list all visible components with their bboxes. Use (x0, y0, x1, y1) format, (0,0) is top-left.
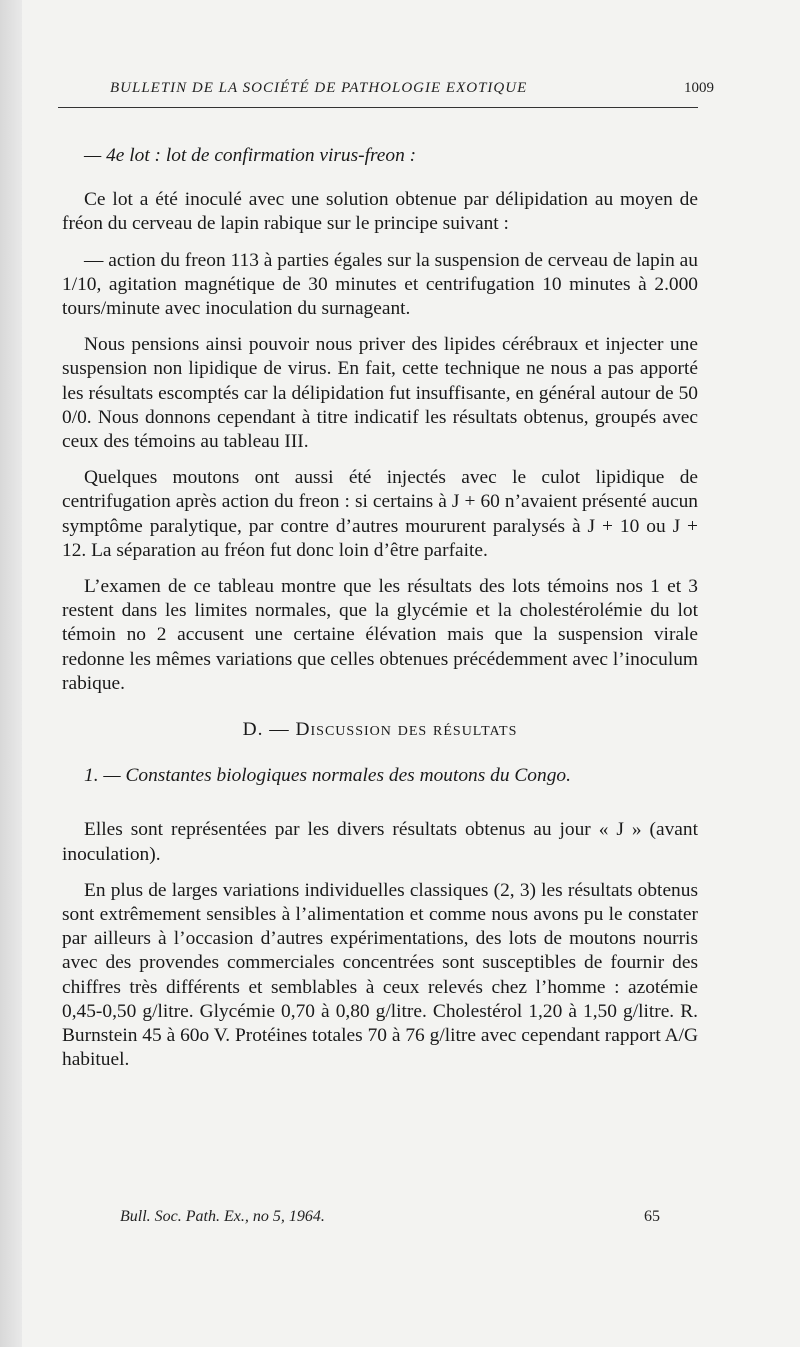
paragraph-1: Ce lot a été inoculé avec une solution obtenue par délipidation au moyen de fréon du cerveau de lapin rabique sur le principe suivant : (62, 189, 698, 235)
body-text (62, 144, 698, 1085)
running-header (110, 80, 714, 97)
page-gutter (0, 0, 22, 1347)
page-footer (120, 1208, 660, 1226)
paragraph-4: Quelques moutons ont aussi été injectés avec le culot lipidique de centrifugation après action du freon : si certains à J + 60 n’avaient présenté aucun symptôme paralytique, par contre d’autres moururent paralysés à J + 10 ou J + 12. La séparation au fréon fut donc loin d’être parfaite. (62, 467, 698, 561)
section-subheading: 1. — Constantes biologiques normales des moutons du Congo. (84, 765, 571, 787)
header-page-number: 1009 (684, 80, 714, 96)
footer-reference: Bull. Soc. Path. Ex., no 5, 1964. (120, 1208, 325, 1225)
lot-subtitle: — 4e lot : lot de confirmation virus-freon : (84, 145, 417, 166)
section-heading: D. — Discussion des résultats (242, 719, 518, 741)
paragraph-3: Nous pensions ainsi pouvoir nous priver des lipides cérébraux et injecter une suspension non lipidique de virus. En fait, cette technique ne nous a pas apporté les résultats escomptés car la délipidation fut insuffisante, en général autour de 50 0/0. Nous donnons cependant à titre indicatif les résultats obtenus, groupés avec ceux des témoins au tableau III. (62, 334, 698, 453)
paragraph-5: L’examen de ce tableau montre que les résultats des lots témoins nos 1 et 3 restent dans les limites normales, que la glycémie et la cholestérolémie du lot témoin no 2 accusent une certaine élévation mais que la suspension virale redonne les mêmes variations que celles obtenues précédemment avec l’inoculum rabique. (62, 576, 698, 694)
journal-title: BULLETIN DE LA SOCIÉTÉ DE PATHOLOGIE EXOTIQUE (110, 80, 528, 96)
paragraph-7: En plus de larges variations individuelles classiques (2, 3) les résultats obtenus sont extrêmement sensibles à l’alimentation et comme nous avons pu le constater par ailleurs à l’occasion d’autres expérimentations, des lots de moutons nourris avec des provendes commerciales concentrées sont susceptibles de fournir des chiffres très différents et semblables à ceux relevés chez l’homme : azotémie 0,45-0,50 g/litre. Glycémie 0,70 à 0,80 g/litre. Cholestérol 1,20 à 1,50 g/litre. R. Burnstein 45 à 60o V. Protéines totales 70 à 76 g/litre avec cependant rapport A/G habituel. (62, 879, 698, 1071)
paragraph-2: — action du freon 113 à parties égales sur la suspension de cerveau de lapin au 1/10, agitation magnétique de 30 minutes et centrifugation 10 minutes à 2.000 tours/minute avec inoculation du surnageant. (62, 249, 698, 320)
footer-page-number: 65 (644, 1208, 660, 1225)
paragraph-6: Elles sont représentées par les divers résultats obtenus au jour « J » (avant inoculation). (62, 819, 698, 865)
header-rule (58, 107, 698, 108)
